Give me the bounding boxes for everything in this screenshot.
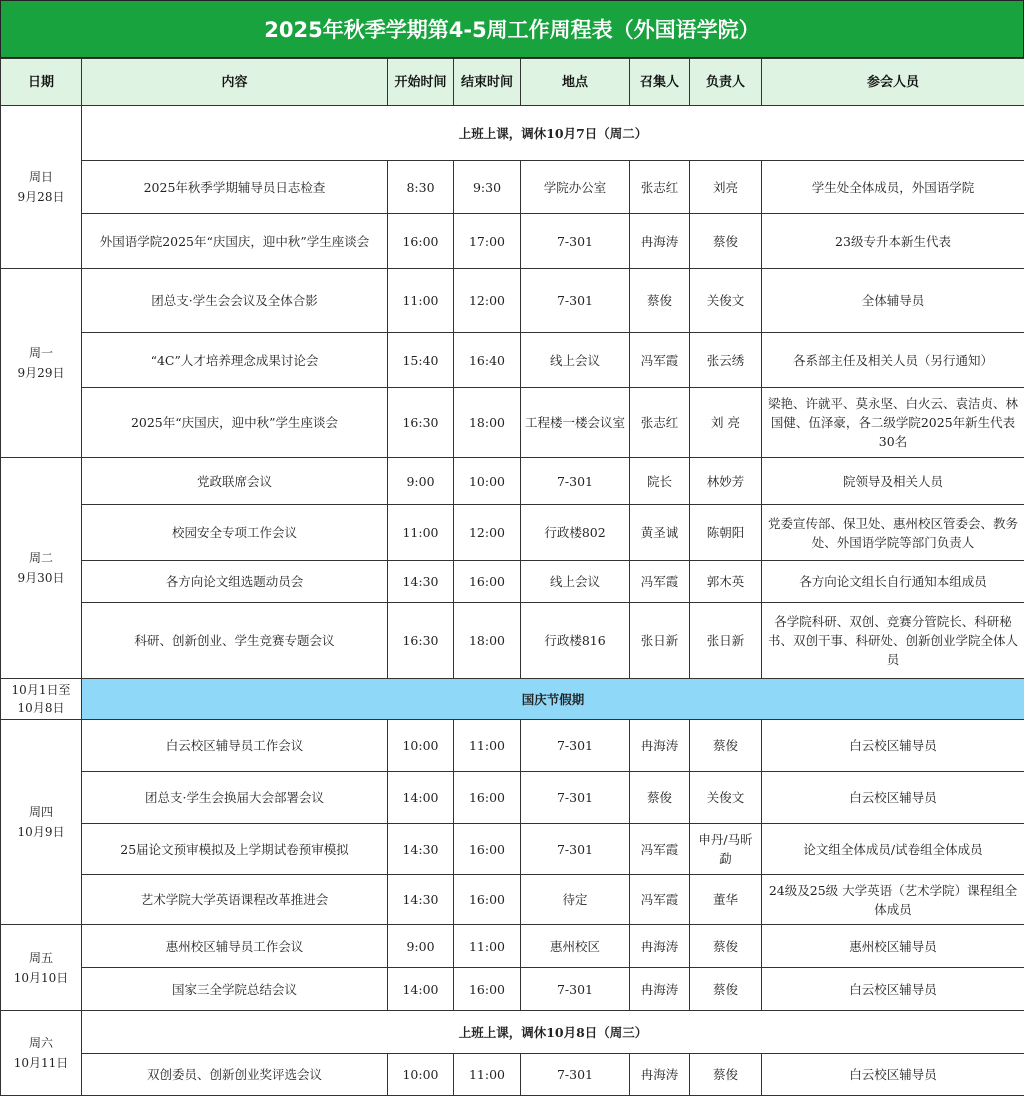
- cell-owner: 张云绣: [690, 333, 762, 388]
- cell-owner: 张日新: [690, 603, 762, 679]
- table-row: [1, 1054, 1024, 1096]
- cell-place: 7-301: [521, 214, 630, 269]
- cell-content: 外国语学院2025年“庆国庆，迎中秋”学生座谈会: [82, 214, 388, 269]
- cell-content: 双创委员、创新创业奖评选会议: [82, 1054, 388, 1096]
- cell-place: 7-301: [521, 269, 630, 333]
- cell-convener: 黄圣诚: [630, 505, 690, 561]
- cell-end: 10:00: [454, 458, 521, 505]
- day-cell-tuesday: [1, 458, 82, 679]
- cell-end: 16:00: [454, 561, 521, 603]
- cell-content: 艺术学院大学英语课程改革推进会: [82, 875, 388, 925]
- cell-place: 7-301: [521, 458, 630, 505]
- cell-owner: 蔡俊: [690, 925, 762, 968]
- cell-content: 团总支·学生会会议及全体合影: [82, 269, 388, 333]
- date-label: 10月1日至: [11, 683, 71, 697]
- date-label: 10月10日: [13, 970, 69, 985]
- cell-owner: 蔡俊: [690, 968, 762, 1011]
- cell-end: 16:00: [454, 875, 521, 925]
- cell-convener: 蔡俊: [630, 269, 690, 333]
- cell-convener: 院长: [630, 458, 690, 505]
- cell-place: 线上会议: [521, 561, 630, 603]
- cell-attendees: 党委宣传部、保卫处、惠州校区管委会、教务处、外国语学院等部门负责人: [762, 505, 1024, 561]
- cell-place: 7-301: [521, 824, 630, 875]
- cell-attendees: 23级专升本新生代表: [762, 214, 1024, 269]
- cell-attendees: 各系部主任及相关人员（另行通知）: [762, 333, 1024, 388]
- cell-convener: 冯军霞: [630, 333, 690, 388]
- cell-owner: 关俊文: [690, 269, 762, 333]
- table-row: [1, 388, 1024, 458]
- table-row: [1, 720, 1024, 772]
- cell-content: 25届论文预审模拟及上学期试卷预审模拟: [82, 824, 388, 875]
- cell-content: 各方向论文组选题动员会: [82, 561, 388, 603]
- cell-end: 12:00: [454, 505, 521, 561]
- cell-start: 8:30: [388, 161, 454, 214]
- header-convener: 召集人: [630, 59, 690, 106]
- weekday-label: 周一: [28, 346, 53, 360]
- cell-start: 14:00: [388, 968, 454, 1011]
- table-row: [1, 333, 1024, 388]
- table-header-row: [1, 59, 1024, 106]
- cell-end: 18:00: [454, 388, 521, 458]
- table-row: [1, 603, 1024, 679]
- cell-start: 9:00: [388, 925, 454, 968]
- header-start-time: 开始时间: [388, 59, 454, 106]
- date-label: 9月30日: [17, 571, 65, 585]
- cell-convener: 冯军霞: [630, 875, 690, 925]
- cell-place: 线上会议: [521, 333, 630, 388]
- cell-convener: 冉海涛: [630, 720, 690, 772]
- cell-attendees: 院领导及相关人员: [762, 458, 1024, 505]
- cell-attendees: 各方向论文组长自行通知本组成员: [762, 561, 1024, 603]
- cell-start: 16:00: [388, 214, 454, 269]
- day-cell-holiday: [1, 679, 82, 720]
- table-row: [1, 968, 1024, 1011]
- cell-content: 党政联席会议: [82, 458, 388, 505]
- table-row: [1, 214, 1024, 269]
- cell-start: 16:30: [388, 603, 454, 679]
- cell-place: 行政楼816: [521, 603, 630, 679]
- date-label: 9月28日: [17, 190, 65, 204]
- cell-convener: 冉海涛: [630, 925, 690, 968]
- cell-start: 14:30: [388, 875, 454, 925]
- cell-start: 14:30: [388, 824, 454, 875]
- cell-end: 17:00: [454, 214, 521, 269]
- day-cell-saturday: [1, 1011, 82, 1096]
- cell-place: 惠州校区: [521, 925, 630, 968]
- cell-place: 7-301: [521, 1054, 630, 1096]
- cell-place: 待定: [521, 875, 630, 925]
- cell-place: 7-301: [521, 720, 630, 772]
- cell-content: “4C”人才培养理念成果讨论会: [82, 333, 388, 388]
- cell-place: 工程楼一楼会议室: [521, 388, 630, 458]
- cell-owner: 蔡俊: [690, 720, 762, 772]
- cell-content: 白云校区辅导员工作会议: [82, 720, 388, 772]
- date-label: 9月29日: [17, 366, 65, 380]
- cell-end: 16:00: [454, 824, 521, 875]
- holiday-row: [1, 679, 1024, 720]
- cell-convener: 冉海涛: [630, 214, 690, 269]
- cell-end: 16:00: [454, 968, 521, 1011]
- cell-attendees: 论文组全体成员/试卷组全体成员: [762, 824, 1024, 875]
- cell-start: 10:00: [388, 720, 454, 772]
- day-cell-friday: [1, 925, 82, 1011]
- day-note-row: [1, 1011, 1024, 1054]
- cell-end: 18:00: [454, 603, 521, 679]
- cell-owner: 郭木英: [690, 561, 762, 603]
- cell-start: 11:00: [388, 505, 454, 561]
- cell-owner: 关俊文: [690, 772, 762, 824]
- cell-place: 学院办公室: [521, 161, 630, 214]
- cell-start: 9:00: [388, 458, 454, 505]
- cell-owner: 林妙芳: [690, 458, 762, 505]
- cell-attendees: 白云校区辅导员: [762, 1054, 1024, 1096]
- adjustment-note: 上班上课，调休10月7日（周二）: [82, 106, 1024, 161]
- cell-attendees: 白云校区辅导员: [762, 720, 1024, 772]
- cell-attendees: 各学院科研、双创、竞赛分管院长、科研秘书、双创干事、科研处、创新创业学院全体人员: [762, 603, 1024, 679]
- cell-end: 11:00: [454, 925, 521, 968]
- header-content: 内容: [82, 59, 388, 106]
- weekday-label: 周二: [28, 551, 53, 565]
- date-label: 10月8日: [17, 701, 65, 715]
- cell-place: 7-301: [521, 772, 630, 824]
- cell-convener: 冉海涛: [630, 1054, 690, 1096]
- cell-content: 惠州校区辅导员工作会议: [82, 925, 388, 968]
- cell-end: 16:40: [454, 333, 521, 388]
- cell-start: 14:00: [388, 772, 454, 824]
- cell-owner: 刘 亮: [690, 388, 762, 458]
- cell-attendees: 白云校区辅导员: [762, 772, 1024, 824]
- header-attendees: 参会人员: [762, 59, 1024, 106]
- day-cell-monday: [1, 269, 82, 458]
- cell-attendees: 惠州校区辅导员: [762, 925, 1024, 968]
- cell-attendees: 梁艳、许就平、莫永坚、白火云、袁洁贞、林国健、伍泽豪，各二级学院2025年新生代表30名: [762, 388, 1024, 458]
- table-row: [1, 875, 1024, 925]
- cell-content: 国家三全学院总结会议: [82, 968, 388, 1011]
- cell-content: 团总支·学生会换届大会部署会议: [82, 772, 388, 824]
- holiday-label: 国庆节假期: [82, 679, 1024, 720]
- cell-convener: 冉海涛: [630, 968, 690, 1011]
- cell-end: 16:00: [454, 772, 521, 824]
- cell-end: 11:00: [454, 1054, 521, 1096]
- cell-attendees: 学生处全体成员，外国语学院: [762, 161, 1024, 214]
- cell-attendees: 24级及25级 大学英语（艺术学院）课程组全体成员: [762, 875, 1024, 925]
- page-title: 2025年秋季学期第4-5周工作周程表（外国语学院）: [0, 0, 1024, 58]
- cell-convener: 蔡俊: [630, 772, 690, 824]
- table-row: [1, 824, 1024, 875]
- header-end-time: 结束时间: [454, 59, 521, 106]
- cell-convener: 张志红: [630, 161, 690, 214]
- cell-content: 2025年秋季学期辅导员日志检查: [82, 161, 388, 214]
- cell-convener: 张日新: [630, 603, 690, 679]
- table-row: [1, 458, 1024, 505]
- cell-start: 10:00: [388, 1054, 454, 1096]
- table-row: [1, 269, 1024, 333]
- header-date: 日期: [1, 59, 82, 106]
- day-cell-thursday: [1, 720, 82, 925]
- header-place: 地点: [521, 59, 630, 106]
- day-note-row: [1, 106, 1024, 161]
- cell-owner: 刘亮: [690, 161, 762, 214]
- cell-owner: 申丹/马昕勐: [690, 824, 762, 875]
- cell-owner: 蔡俊: [690, 1054, 762, 1096]
- cell-end: 12:00: [454, 269, 521, 333]
- cell-start: 16:30: [388, 388, 454, 458]
- weekday-label: 周六: [28, 1036, 53, 1050]
- cell-owner: 董华: [690, 875, 762, 925]
- cell-attendees: 白云校区辅导员: [762, 968, 1024, 1011]
- weekday-label: 周四: [28, 805, 53, 819]
- cell-content: 校园安全专项工作会议: [82, 505, 388, 561]
- cell-convener: 冯军霞: [630, 824, 690, 875]
- cell-content: 科研、创新创业、学生竞赛专题会议: [82, 603, 388, 679]
- cell-place: 7-301: [521, 968, 630, 1011]
- date-label: 10月9日: [17, 825, 65, 839]
- cell-start: 14:30: [388, 561, 454, 603]
- day-cell-sunday: [1, 106, 82, 269]
- header-owner: 负责人: [690, 59, 762, 106]
- cell-end: 11:00: [454, 720, 521, 772]
- cell-place: 行政楼802: [521, 505, 630, 561]
- table-row: [1, 505, 1024, 561]
- cell-owner: 蔡俊: [690, 214, 762, 269]
- schedule-table: [0, 58, 1024, 1096]
- weekday-label: 周五: [28, 950, 53, 965]
- cell-attendees: 全体辅导员: [762, 269, 1024, 333]
- table-row: [1, 925, 1024, 968]
- adjustment-note: 上班上课，调休10月8日（周三）: [82, 1011, 1024, 1054]
- date-label: 10月11日: [13, 1056, 69, 1070]
- cell-owner: 陈朝阳: [690, 505, 762, 561]
- cell-end: 9:30: [454, 161, 521, 214]
- cell-convener: 张志红: [630, 388, 690, 458]
- weekday-label: 周日: [28, 170, 53, 184]
- cell-content: 2025年“庆国庆，迎中秋”学生座谈会: [82, 388, 388, 458]
- cell-start: 11:00: [388, 269, 454, 333]
- table-row: [1, 772, 1024, 824]
- table-row: [1, 561, 1024, 603]
- cell-convener: 冯军霞: [630, 561, 690, 603]
- cell-start: 15:40: [388, 333, 454, 388]
- table-row: [1, 161, 1024, 214]
